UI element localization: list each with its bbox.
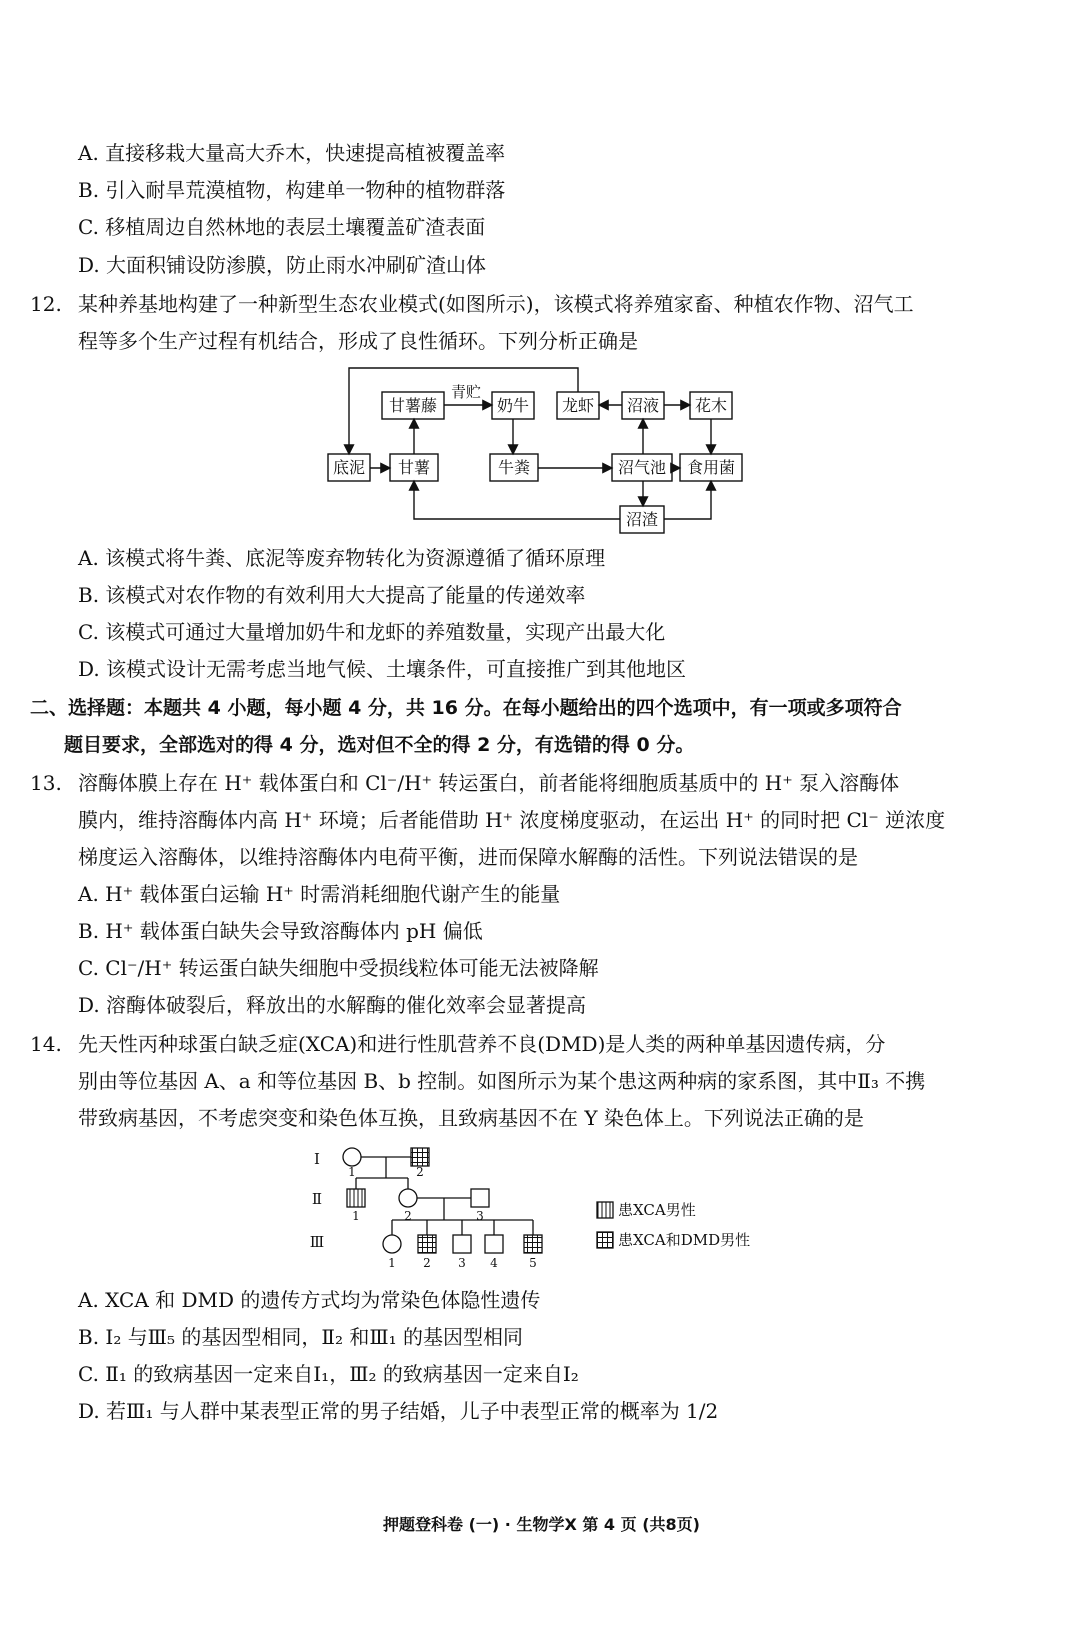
q14-option-d: D. 若Ⅲ₁ 与人群中某表型正常的男子结婚，儿子中表型正常的概率为 1/2 [78, 1399, 719, 1423]
q14-stem-line2: 别由等位基因 A、a 和等位基因 B、b 控制。如图所示为某个患这两种病的家系图，其中Ⅱ₃ 不携 [78, 1069, 926, 1093]
legend-xca-male: 患XCA男性 [618, 1201, 696, 1219]
node-shiyongjun: 食用菌 [686, 458, 736, 477]
gen3-label-3: 3 [458, 1256, 466, 1270]
q13-stem-line2: 膜内，维持溶酶体内高 H⁺ 环境；后者能借助 H⁺ 浓度梯度驱动，在运出 H⁺ 的同时把 Cl⁻ 逆浓度 [78, 808, 946, 832]
node-ganshuteng: 甘薯藤 [388, 396, 438, 415]
q13-option-c: C. Cl⁻/H⁺ 转运蛋白缺失细胞中受损线粒体可能无法被降解 [78, 956, 599, 980]
node-zhaozha: 沼渣 [625, 510, 659, 529]
gen-label-3: Ⅲ [309, 1233, 325, 1251]
q14-option-b: B. Ⅰ₂ 与Ⅲ₅ 的基因型相同，Ⅱ₂ 和Ⅲ₁ 的基因型相同 [78, 1325, 523, 1349]
node-zhaoye: 沼液 [626, 396, 660, 415]
node-niunai: 奶牛 [496, 396, 530, 415]
q12-option-b: B. 该模式对农作物的有效利用大大提高了能量的传递效率 [78, 583, 586, 607]
q14-number: 14. [30, 1032, 62, 1056]
q11-option-d: D. 大面积铺设防渗膜，防止雨水冲刷矿渣山体 [78, 253, 487, 277]
q14-option-a: A. XCA 和 DMD 的遗传方式均为常染色体隐性遗传 [78, 1288, 541, 1312]
q13-number: 13. [30, 771, 62, 795]
gen-label-2: Ⅱ [311, 1190, 323, 1208]
q13-option-a: A. H⁺ 载体蛋白运输 H⁺ 时需消耗细胞代谢产生的能量 [78, 882, 561, 906]
q12-stem-line2: 程等多个生产过程有机结合，形成了良性循环。下列分析正确是 [78, 329, 638, 353]
q11-option-c: C. 移植周边自然林地的表层土壤覆盖矿渣表面 [78, 215, 486, 239]
gen2-label-2: 2 [404, 1209, 412, 1223]
gen1-label-1: 1 [348, 1165, 356, 1179]
node-zhaoqichi: 沼气池 [617, 458, 667, 477]
q14-stem-line3: 带致病基因，不考虑突变和染色体互换，且致病基因不在 Y 染色体上。下列说法正确的是 [78, 1106, 864, 1130]
node-niufen: 牛粪 [497, 458, 531, 477]
gen3-label-4: 4 [490, 1256, 498, 1270]
section2-heading-line2: 题目要求，全部选对的得 4 分，选对但不全的得 2 分，有选错的得 0 分。 [64, 734, 695, 756]
legend-xca-dmd-male: 患XCA和DMD男性 [618, 1231, 751, 1249]
q13-stem-line3: 梯度运入溶酶体，以维持溶酶体内电荷平衡，进而保障水解酶的活性。下列说法错误的是 [78, 845, 858, 869]
node-huamu: 花木 [694, 396, 728, 415]
section2-heading-line1: 二、选择题：本题共 4 小题，每小题 4 分，共 16 分。在每小题给出的四个选项中，有一项或多项符合 [30, 697, 902, 719]
node-dini: 底泥 [332, 458, 366, 477]
gen1-label-2: 2 [416, 1165, 424, 1179]
q13-stem-line1: 溶酶体膜上存在 H⁺ 载体蛋白和 Cl⁻/H⁺ 转运蛋白，前者能将细胞质基质中的 H⁺ 泵入溶酶体 [78, 771, 900, 795]
gen3-label-1: 1 [388, 1256, 396, 1270]
q12-stem-line1: 某种养基地构建了一种新型生态农业模式(如图所示)，该模式将养殖家畜、种植农作物、沼气工 [78, 292, 914, 316]
q12-option-d: D. 该模式设计无需考虑当地气候、土壤条件，可直接推广到其他地区 [78, 657, 687, 681]
node-longxia: 龙虾 [561, 396, 595, 415]
q14-stem-line1: 先天性丙种球蛋白缺乏症(XCA)和进行性肌营养不良(DMD)是人类的两种单基因遗传病，分 [78, 1032, 886, 1056]
gen3-label-5: 5 [529, 1256, 537, 1270]
node-ganshu: 甘薯 [397, 458, 431, 477]
q13-option-d: D. 溶酶体破裂后，释放出的水解酶的催化效率会显著提高 [78, 993, 587, 1017]
pedigree-chart [300, 1140, 800, 1280]
q12-option-c: C. 该模式可通过大量增加奶牛和龙虾的养殖数量，实现产出最大化 [78, 620, 666, 644]
edge-label-qingzhu: 青贮 [450, 383, 482, 401]
q11-option-b: B. 引入耐旱荒漠植物，构建单一物种的植物群落 [78, 178, 506, 202]
gen-label-1: Ⅰ [314, 1150, 320, 1168]
gen2-label-3: 3 [476, 1209, 484, 1223]
gen3-label-2: 2 [423, 1256, 431, 1270]
ecosystem-diagram [320, 360, 760, 535]
gen2-label-1: 1 [352, 1209, 360, 1223]
q11-option-a: A. 直接移栽大量高大乔木，快速提高植被覆盖率 [78, 141, 506, 165]
q12-number: 12. [30, 292, 62, 316]
page-footer: 押题登科卷 (一) · 生物学X 第 4 页 (共8页) [383, 1515, 700, 1534]
q13-option-b: B. H⁺ 载体蛋白缺失会导致溶酶体内 pH 偏低 [78, 919, 483, 943]
q12-option-a: A. 该模式将牛粪、底泥等废弃物转化为资源遵循了循环原理 [78, 546, 606, 570]
q14-option-c: C. Ⅱ₁ 的致病基因一定来自Ⅰ₁，Ⅲ₂ 的致病基因一定来自Ⅰ₂ [78, 1362, 579, 1386]
